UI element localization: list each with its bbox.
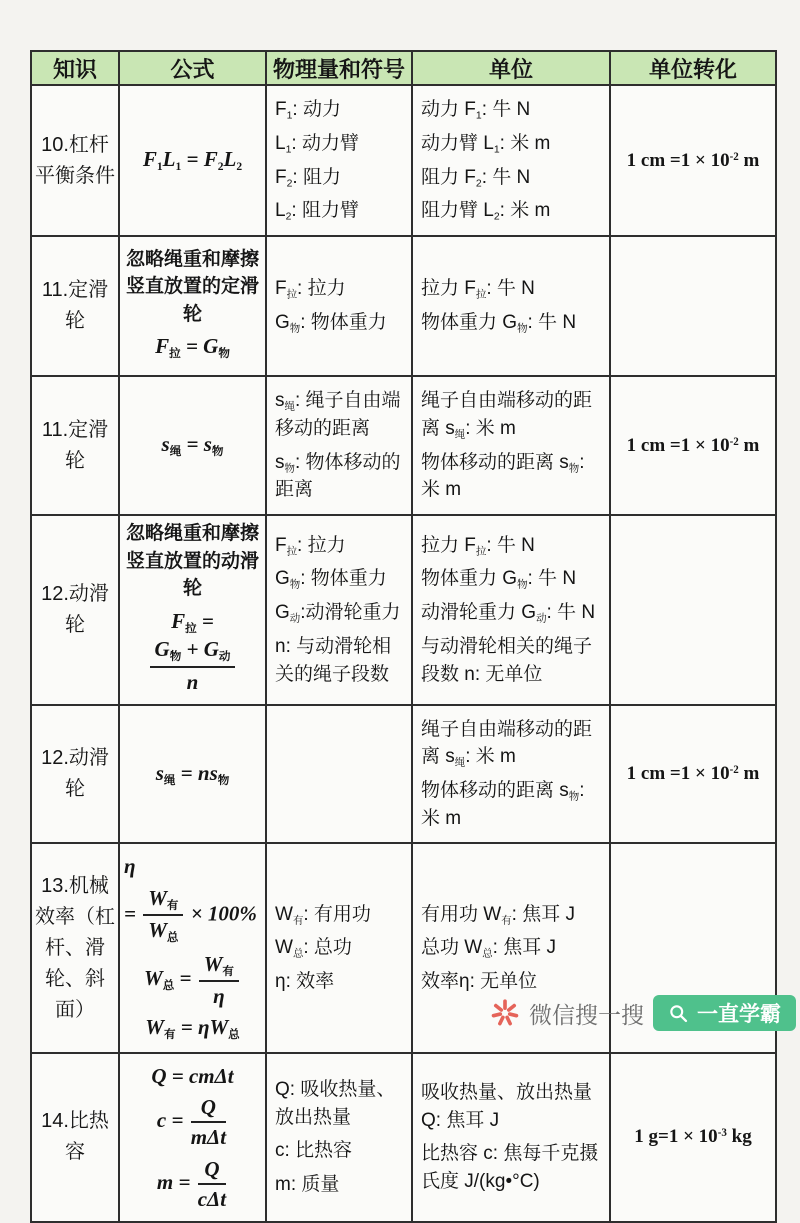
units-cell: 拉力 $F_拉$: 牛 N 物体重力 $G_物$: 牛 N: [412, 236, 610, 376]
column-header: 知识: [31, 51, 119, 85]
formula-cell: 忽略绳重和摩擦 竖直放置的定滑轮 $F_拉 = G_物$: [119, 236, 266, 376]
column-header: 物理量和符号: [266, 51, 412, 85]
table-row: [31, 1053, 776, 1222]
units-cell: 动力 $F_1$: 牛 N 动力臂 $L_1$: 米 m 阻力 $F_2$: 牛 N 阻力臂 $L_2$: 米 m: [412, 85, 610, 236]
conversion-cell: 1 cm $=1 \times 10^{-2}$ m: [610, 705, 776, 844]
formula-cell: η = $\frac{W_有}{W_总}$ × 100% $W_总$ = $\frac{W_有}{\eta}$ $W_有 = \eta W_总$: [119, 843, 266, 1052]
table-row: [31, 376, 776, 515]
conversion-cell: 1 cm $=1 \times 10^{-2}$ m: [610, 85, 776, 236]
formula-sheet: [30, 50, 775, 1223]
quantities-cell: $W_有$: 有用功 $W_总$: 总功 η: 效率: [266, 843, 412, 1052]
quantities-cell: $F_拉$: 拉力 $G_物$: 物体重力 $G_动$:动滑轮重力 n: 与动滑轮相关的绳子段数: [266, 515, 412, 705]
watermark-footer: [490, 995, 796, 1031]
formula-cell: Q = cmΔt c = $\frac{Q}{\text{mΔt}}$ m = $\frac{Q}{\text{cΔt}}$: [119, 1053, 266, 1222]
column-header: 公式: [119, 51, 266, 85]
units-cell: 吸收热量、放出热量 Q: 焦耳 J 比热容 c: 焦每千克摄氏度 J/(kg•°C): [412, 1053, 610, 1222]
quantities-cell: $s_绳$: 绳子自由端移动的距离 $s_物$: 物体移动的距离: [266, 376, 412, 515]
header-row: [31, 51, 776, 85]
knowledge-cell: 10.杠杆平衡条件: [31, 85, 119, 236]
wechat-search-spark-icon: [490, 998, 520, 1028]
brand-badge: [653, 995, 796, 1031]
conversion-cell: 1 $g=1 \times 10^{-3}$ kg: [610, 1053, 776, 1222]
magnifier-icon: [668, 1003, 689, 1024]
formula-cell: $s_绳 = s_物$: [119, 376, 266, 515]
conversion-cell: [610, 236, 776, 376]
units-cell: 拉力 $F_拉$: 牛 N 物体重力 $G_物$: 牛 N 动滑轮重力 $G_动$: 牛 N 与动滑轮相关的绳子段数 n: 无单位: [412, 515, 610, 705]
column-header: 单位: [412, 51, 610, 85]
knowledge-cell: 13.机械效率（杠杆、滑轮、斜面）: [31, 843, 119, 1052]
knowledge-cell: 12.动滑轮: [31, 515, 119, 705]
brand-badge-label: 一直学霸: [697, 1003, 781, 1026]
quantities-cell: Q: 吸收热量、放出热量 c: 比热容 m: 质量: [266, 1053, 412, 1222]
knowledge-cell: 11.定滑轮: [31, 376, 119, 515]
knowledge-cell: 11.定滑轮: [31, 236, 119, 376]
table-head: [31, 51, 776, 85]
table-row: [31, 705, 776, 844]
quantities-cell: $F_1$: 动力 $L_1$: 动力臂 $F_2$: 阻力 $L_2$: 阻力臂: [266, 85, 412, 236]
column-header: 单位转化: [610, 51, 776, 85]
table-row: [31, 236, 776, 376]
table-body: [31, 85, 776, 1222]
physics-formula-table: [30, 50, 777, 1223]
quantities-cell: [266, 705, 412, 844]
table-row: [31, 85, 776, 236]
formula-cell: 忽略绳重和摩擦 竖直放置的动滑轮 $F_拉$ = $\frac{G_物 + G_动}{n}$: [119, 515, 266, 705]
conversion-cell: 1 cm $=1 \times 10^{-2}$ m: [610, 376, 776, 515]
units-cell: 绳子自由端移动的距离 $s_绳$: 米 m 物体移动的距离 $s_物$: 米 m: [412, 705, 610, 844]
knowledge-cell: 14.比热容: [31, 1053, 119, 1222]
quantities-cell: $F_拉$: 拉力 $G_物$: 物体重力: [266, 236, 412, 376]
units-cell: 有用功 $W_有$: 焦耳 J 总功 $W_总$: 焦耳 J 效率η: 无单位: [412, 843, 610, 1052]
wechat-search-label: 微信搜一搜: [529, 1001, 644, 1028]
formula-cell: $s_绳 = ns_物$: [119, 705, 266, 844]
conversion-cell: [610, 515, 776, 705]
units-cell: 绳子自由端移动的距离 $s_绳$: 米 m 物体移动的距离 $s_物$: 米 m: [412, 376, 610, 515]
formula-cell: $F_1L_1 = F_2L_2$: [119, 85, 266, 236]
table-row: [31, 515, 776, 705]
knowledge-cell: 12.动滑轮: [31, 705, 119, 844]
